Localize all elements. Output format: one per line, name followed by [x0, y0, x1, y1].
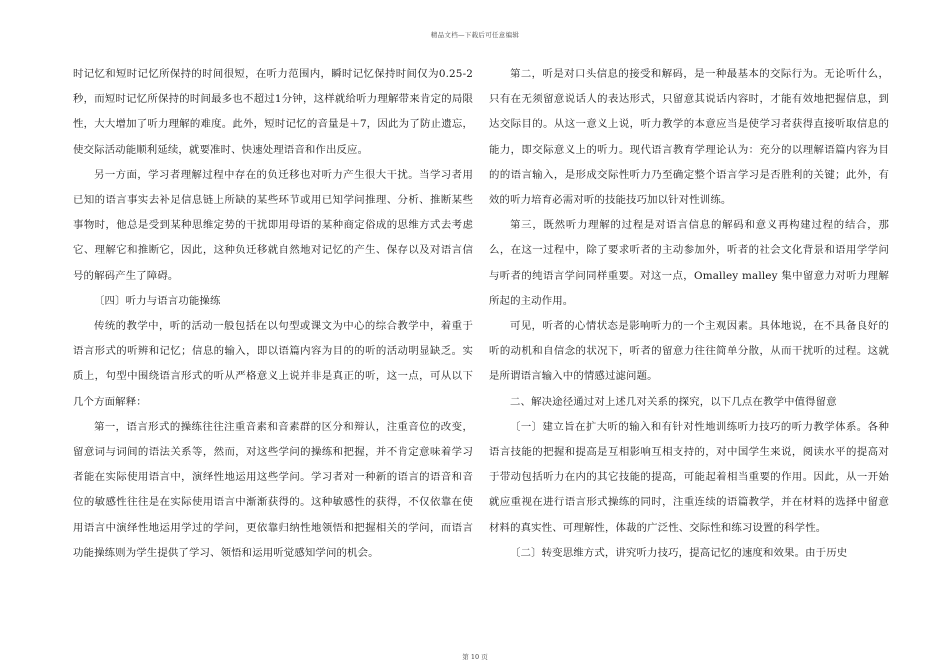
- page-header: 精品文档—下载后可任意编辑: [430, 31, 520, 39]
- paragraph-solution-two: 〔二〕转变思维方式，讲究听力技巧，提高记忆的速度和效果。由于历史: [510, 546, 848, 559]
- paragraph-traditional-teaching: 传统的教学中，听的活动一般包括在以句型或课文为中心的综合教学中，着重于语言形式的听辨和记忆；信息的输入，即以语篇内容为目的的听的活动明显缺乏。实质上，句型中围绕语言形式的听从严格意义上说并非是真正的听，这一点，可从以下几个方面解释：: [73, 320, 473, 408]
- page-number: 第 10 页: [462, 653, 488, 661]
- paragraph-negative-transfer: 另一方面，学习者理解过程中存在的负迁移也对听力产生很大干扰。当学习者用已知的语言事实去补足信息链上所缺的某些环节或用已知学问推理、分析、推断某些事物时，他总是受到某种思维定势的干扰即用母语的某种商定俗成的思维方式去考虑它、理解它和推断它，因此，这种负迁移就自然地对记忆的产生、保存以及对语言信号的解码产生了障碍。: [73, 168, 473, 282]
- paragraph-first-point: 第一，语言形式的操练往往注重音素和音素群的区分和辩认，注重音位的改变，留意词与词间的语法关系等，然而，对这些学问的操练和把握，并不肯定意味着学习者能在实际使用语言中，演绎性地运用这些学问。学习者对一种新的语言的语音和音位的敏感性往往是在实际使用语言中渐渐获得的。这种敏感性的获得，不仅依靠在使用语言中演绎性地运用学过的学问，更依靠归纳性地领悟和把握相关的学问，而语言功能操练则为学生提供了学习、领悟和运用听觉感知学问的机会。: [73, 420, 473, 559]
- paragraph-emotional-state: 可见，听者的心情状态是影响听力的一个主观因素。具体地说，在不具备良好的听的动机和自信念的状况下，听者的留意力往往简单分散，从而干扰听的过程。这就是所谓语言输入中的情感过滤问题。: [489, 320, 889, 383]
- section-heading-solutions: 二、解决途径通过对上述几对关系的探究，以下几点在教学中值得留意: [510, 395, 837, 408]
- paragraph-memory-limits: 时记忆和短时记忆所保持的时间很短，在听力范围内，瞬时记忆保持时间仅为0.25-2秒，而短时记忆所保持的时间最多也不超过1分钟，这样就给听力理解带来肯定的局限性，大大增加了听力理解的难度。此外，短时记忆的音量是＋7，因此为了防止遗忘，使交际活动能顺利延续，就要准时、快速处理语音和作出反应。: [73, 68, 473, 156]
- paragraph-solution-one: 〔一〕建立旨在扩大听的输入和有针对性地训练听力技巧的听力教学体系。各种语言技能的把握和提高是互相影响互相支持的，对中国学生来说，阅读水平的提高对于带动包括听力在内的其它技能的提高，可能起着相当重要的作用。因此，从一开始就应重视在进行语言形式操练的同时，注重连续的语篇教学，并在材料的选择中留意材料的真实性、可理解性，体裁的广泛性、交际性和练习设置的科学性。: [489, 420, 889, 534]
- right-column: [489, 62, 889, 566]
- paragraph-third-point: 第三，既然听力理解的过程是对语言信息的解码和意义再构建过程的结合，那么，在这一过程中，除了要求听者的主动参加外，听者的社会文化背景和语用学学问与听者的纯语言学问同样重要。对这一点，Omalley malley 集中留意力对听力理解所起的主动作用。: [489, 219, 889, 307]
- left-column: [73, 62, 473, 566]
- paragraph-second-point: 第二，听是对口头信息的接受和解码，是一种最基本的交际行为。无论听什么，只有在无须留意说话人的表达形式，只留意其说话内容时，才能有效地把握信息，到达交际目的。从这一意义上说，听力教学的本意应当是使学习者获得直接听取信息的能力，即交际意义上的听力。现代语言教育学理论认为：充分的以理解语篇内容为目的的语言输入，是形成交际性听力乃至确定整个语言学习是否胜利的关键；此外，有效的听力培育必需对听的技能技巧加以针对性训练。: [489, 68, 889, 207]
- section-heading-listening-function-drills: 〔四〕听力与语言功能操练: [94, 294, 221, 307]
